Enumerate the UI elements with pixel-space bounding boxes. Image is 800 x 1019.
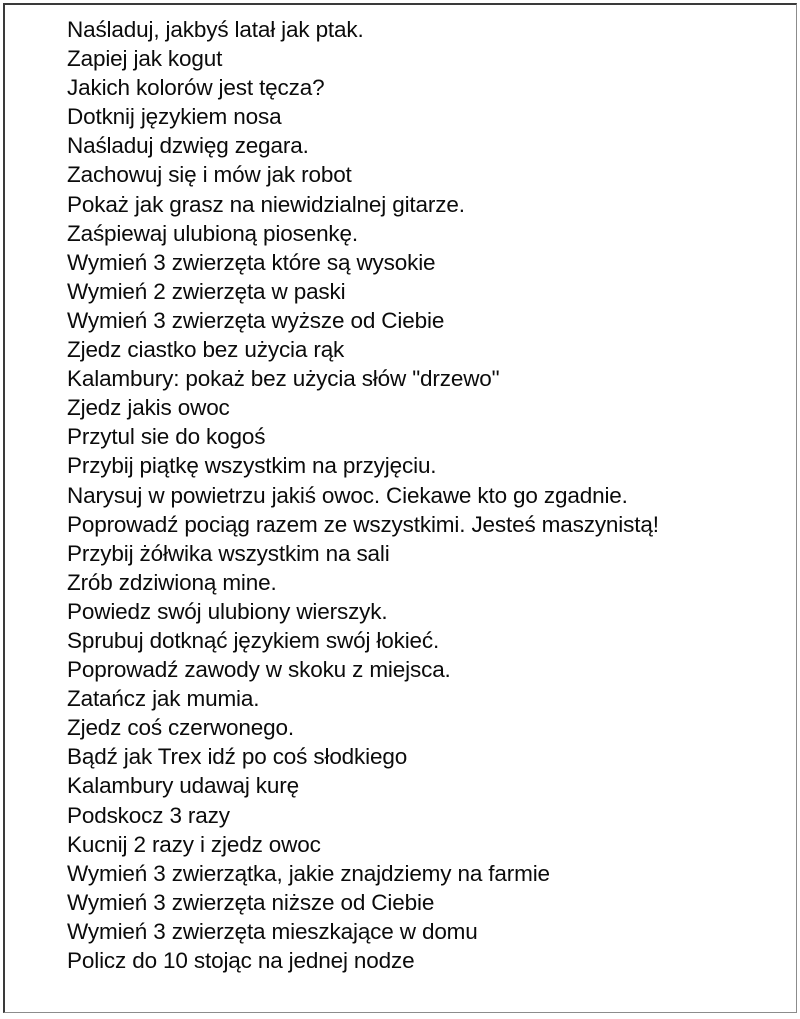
- task-line: Bądź jak Trex idź po coś słodkiego: [67, 744, 408, 770]
- task-line: Poprowadź pociąg razem ze wszystkimi. Jesteś maszynistą!: [67, 511, 659, 537]
- task-list: [67, 15, 782, 975]
- task-line: Zaśpiewaj ulubioną piosenkę.: [67, 220, 358, 246]
- task-line: Przytul sie do kogoś: [67, 424, 266, 450]
- task-line: Policz do 10 stojąc na jednej nodze: [67, 948, 415, 973]
- task-line: Wymień 3 zwierzęta mieszkające w domu: [67, 918, 478, 944]
- task-line: Wymień 3 zwierzęta niższe od Ciebie: [67, 889, 435, 915]
- task-line: Wymień 3 zwierzęta wyższe od Ciebie: [67, 307, 445, 333]
- task-line: Wymień 3 zwierzątka, jakie znajdziemy na farmie: [67, 860, 550, 886]
- task-line: Powiedz swój ulubiony wierszyk.: [67, 598, 388, 624]
- task-line: Zatańcz jak mumia.: [67, 686, 260, 712]
- task-line: Wymień 2 zwierzęta w paski: [67, 278, 346, 304]
- document-sheet-border: [3, 3, 797, 1013]
- task-line: Jakich kolorów jest tęcza?: [67, 75, 325, 101]
- task-line: Naśladuj, jakbyś latał jak ptak.: [67, 17, 364, 42]
- task-line: Sprubuj dotknąć językiem swój łokieć.: [67, 627, 440, 653]
- task-line: Wymień 3 zwierzęta które są wysokie: [67, 249, 436, 275]
- task-line: Dotknij językiem nosa: [67, 104, 282, 130]
- task-line: Zrób zdziwioną mine.: [67, 569, 277, 595]
- task-line: Naśladuj dzwięg zegara.: [67, 133, 309, 159]
- task-line: Podskocz 3 razy: [67, 802, 230, 828]
- task-line: Narysuj w powietrzu jakiś owoc. Ciekawe kto go zgadnie.: [67, 482, 628, 508]
- task-line: Przybij żółwika wszystkim na sali: [67, 540, 390, 566]
- task-line: Przybij piątkę wszystkim na przyjęciu.: [67, 453, 437, 479]
- task-line: Zachowuj się i mów jak robot: [67, 162, 352, 188]
- task-line: Kalambury udawaj kurę: [67, 773, 299, 799]
- task-line: Zjedz coś czerwonego.: [67, 715, 294, 741]
- task-line: Kucnij 2 razy i zjedz owoc: [67, 831, 321, 857]
- task-line: Zapiej jak kogut: [67, 46, 223, 72]
- task-line: Pokaż jak grasz na niewidzialnej gitarze.: [67, 191, 465, 217]
- task-line: Poprowadź zawody w skoku z miejsca.: [67, 657, 451, 683]
- task-line: Kalambury: pokaż bez użycia słów "drzewo": [67, 366, 500, 392]
- task-line: Zjedz jakis owoc: [67, 395, 230, 421]
- task-line: Zjedz ciastko bez użycia rąk: [67, 337, 345, 363]
